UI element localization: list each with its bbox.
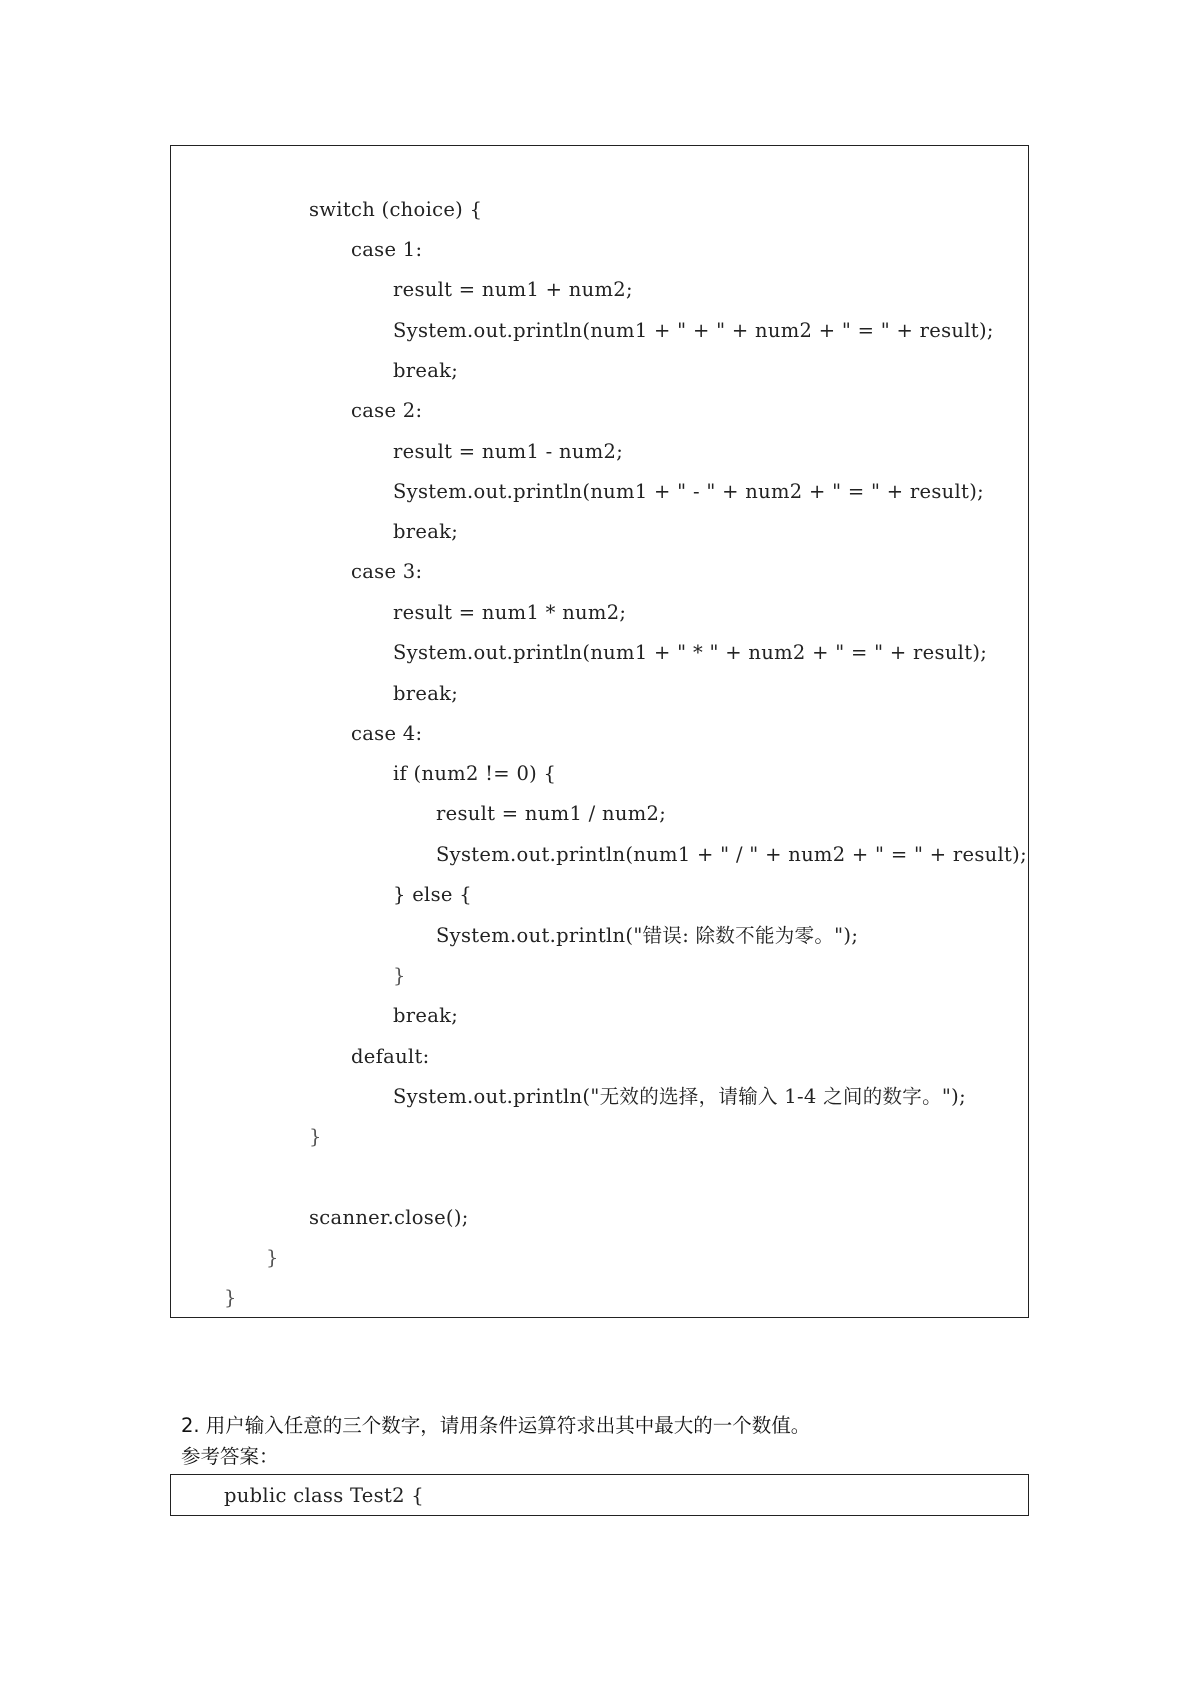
code-line: }	[309, 1125, 322, 1148]
code-line: break;	[393, 1004, 459, 1027]
code-line: default:	[351, 1045, 430, 1068]
code-line: break;	[393, 682, 459, 705]
code-line: result = num1 * num2;	[393, 601, 627, 624]
code-line: } else {	[393, 883, 472, 906]
code-line: result = num1 - num2;	[393, 440, 624, 463]
code-line: result = num1 / num2;	[436, 802, 667, 825]
code-line: System.out.println(num1 + " + " + num2 + " = " + result);	[393, 319, 994, 342]
code-line: System.out.println(num1 + " * " + num2 + " = " + result);	[393, 641, 988, 664]
code-line: System.out.println("错误: 除数不能为零。");	[436, 924, 859, 947]
code-line: case 1:	[351, 238, 423, 261]
code-line: }	[393, 964, 406, 987]
code-line: break;	[393, 520, 459, 543]
code-line: }	[224, 1286, 237, 1309]
code-line: System.out.println(num1 + " - " + num2 + " = " + result);	[393, 480, 984, 503]
code-line: result = num1 + num2;	[393, 278, 633, 301]
code-line: case 3:	[351, 560, 423, 583]
code-line: System.out.println("无效的选择，请输入 1-4 之间的数字。");	[393, 1085, 966, 1108]
question-text: 2. 用户输入任意的三个数字，请用条件运算符求出其中最大的一个数值。	[181, 1414, 811, 1437]
code-line: scanner.close();	[309, 1206, 469, 1229]
code-line: switch (choice) {	[309, 198, 483, 221]
code-line: break;	[393, 359, 459, 382]
code-line: }	[266, 1246, 279, 1269]
code-line: public class Test2 {	[224, 1484, 424, 1507]
code-line: case 2:	[351, 399, 423, 422]
code-line: System.out.println(num1 + " / " + num2 + " = " + result);	[436, 843, 1027, 866]
code-line: if (num2 != 0) {	[393, 762, 557, 785]
answer-label: 参考答案：	[181, 1445, 279, 1468]
code-line: case 4:	[351, 722, 423, 745]
